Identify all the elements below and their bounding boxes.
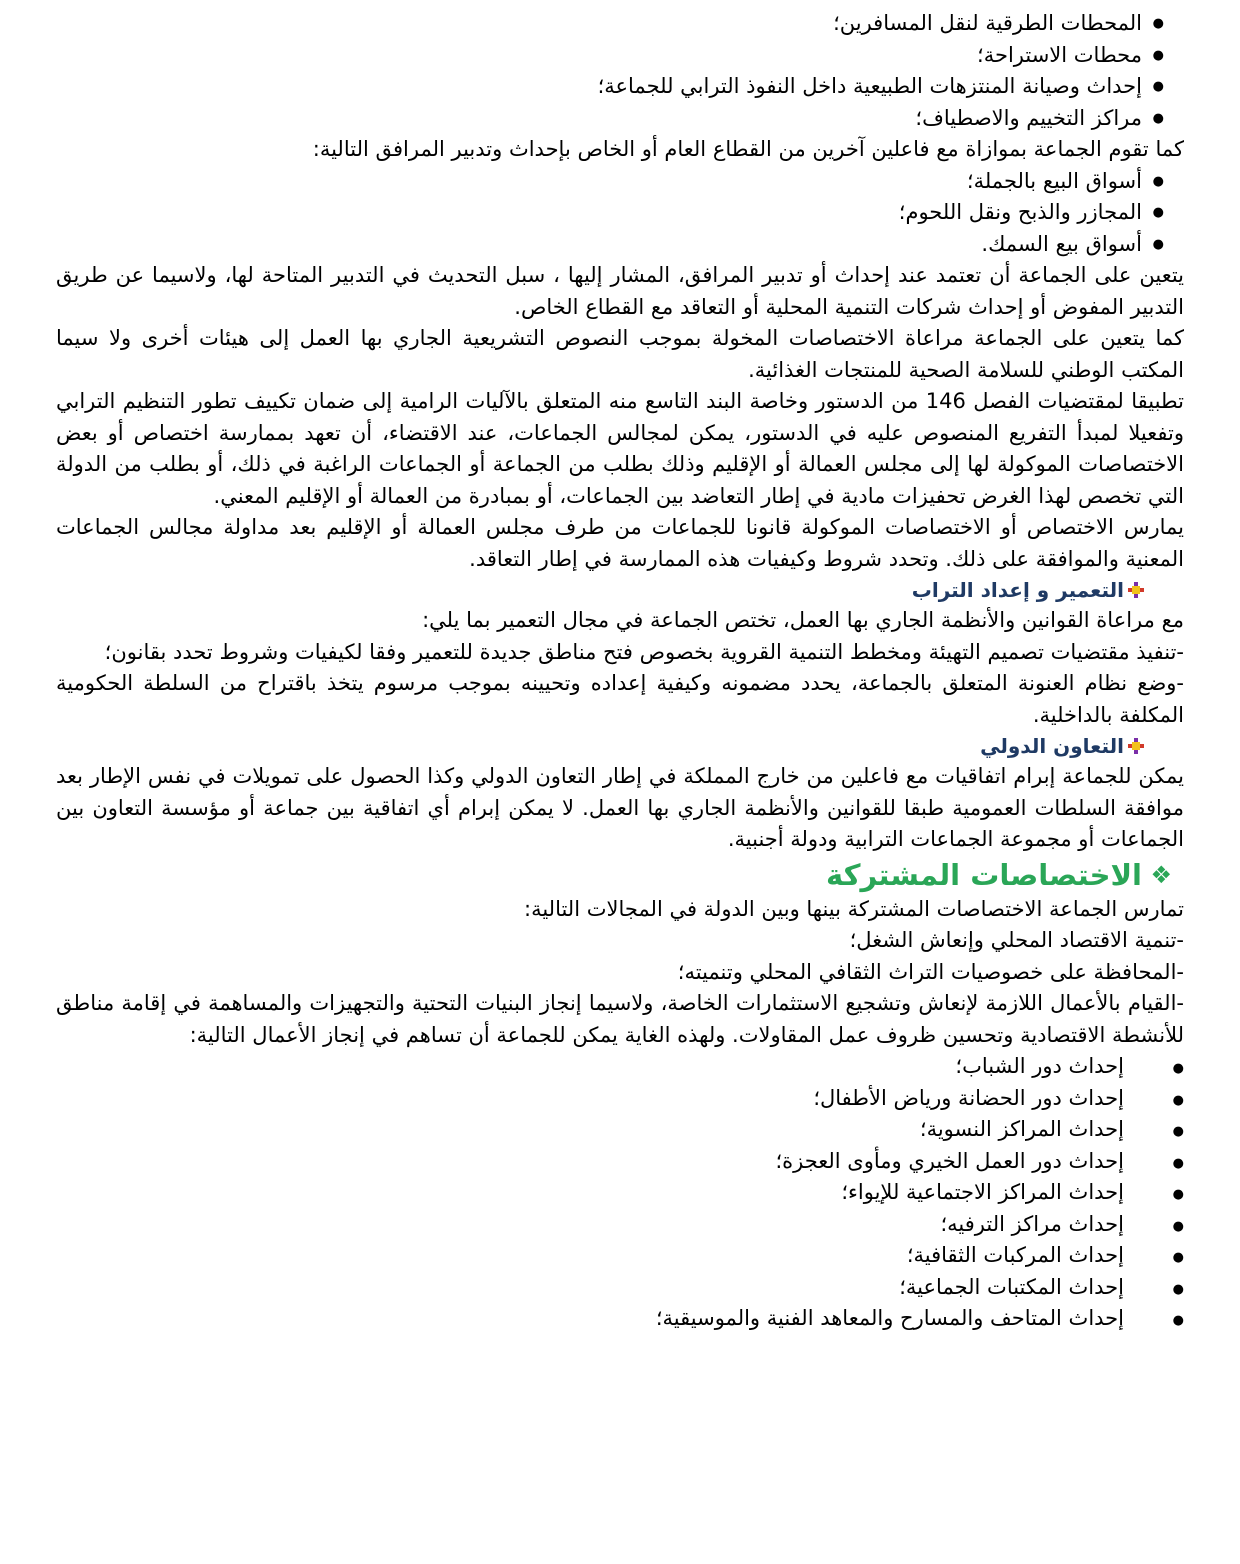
list-item: إحداث المتاحف والمسارح والمعاهد الفنية والموسيقية؛ ● xyxy=(56,1303,1124,1335)
four-diamond-star-icon: ❖ xyxy=(1150,860,1172,889)
heading-shared-text: الاختصاصات المشتركة xyxy=(826,857,1142,892)
list-item: إحداث المركبات الثقافية؛ ● xyxy=(56,1240,1124,1272)
heading-urbanism-text: التعمير و إعداد التراب xyxy=(911,578,1124,602)
paragraph-investments: -القيام بالأعمال اللازمة لإنعاش وتشجيع الاستثمارات الخاصة، ولاسيما إنجاز البنيات التحتية والتجهيزات والمساهمة في إقامة مناطق للأنشطة الاقتصادية وتحسين ظروف عمل المقاولات. ولهذه الغاية يمكن للجماعة أن تساهم في إنجاز الأعمال التالية: xyxy=(56,991,1184,1047)
heading-urbanism xyxy=(56,575,1184,605)
list-item: -المحافظة على خصوصيات التراث الثقافي المحلي وتنميته؛ xyxy=(677,959,1184,984)
paragraph-modernization: يتعين على الجماعة أن تعتمد عند إحداث أو تدبير المرافق، المشار إليها ، سبل التحديث في التدبير المتاحة لها، ولاسيما عن طريق التدبير المفوض أو إحداث شركات التنمية المحلية أو التعاقد مع القطاع الخاص. xyxy=(56,263,1184,319)
works-list xyxy=(56,1051,1184,1335)
list-item: -تنمية الاقتصاد المحلي وإنعاش الشغل؛ xyxy=(849,928,1184,952)
list-item: ● إحداث وصيانة المنتزهات الطبيعية داخل النفوذ الترابي للجماعة؛ xyxy=(56,71,1166,103)
list-item: ● أسواق البيع بالجملة؛ xyxy=(56,166,1166,198)
list-item: إحداث المكتبات الجماعية؛ ● xyxy=(56,1272,1124,1304)
list-item: ● المجازر والذبح ونقل اللحوم؛ xyxy=(56,197,1166,229)
paragraph-urbanism-item-1: -تنفيذ مقتضيات تصميم التهيئة ومخطط التنمية القروية بخصوص فتح مناطق جديدة للتعمير وفقا لكيفيات وشروط تحدد بقانون؛ xyxy=(104,639,1184,664)
paragraph-urbanism-intro: مع مراعاة القوانين والأنظمة الجاري بها العمل، تختص الجماعة في مجال التعمير بما يلي: xyxy=(422,608,1184,632)
heading-shared-competences xyxy=(56,856,1184,894)
list-item: إحداث دور الحضانة ورياض الأطفال؛ ● xyxy=(56,1083,1124,1115)
paragraph-international: يمكن للجماعة إبرام اتفاقيات مع فاعلين من خارج المملكة في إطار التعاون الدولي وكذا الحصول على تمويلات في نفس الإطار بعد موافقة السلطات العمومية طبقا للقوانين والأنظمة الجاري بها العمل. لا يمكن إبرام أي اتفاقية بين جماعة أو مؤسسة التعاون بين الجماعات أو مجموعة الجماعات الترابية ودولة أجنبية. xyxy=(56,764,1184,851)
paragraph-exercise: يمارس الاختصاص أو الاختصاصات الموكولة قانونا للجماعات من طرف مجلس العمالة أو الإقليم بعد مداولة مجالس الجماعات المعنية والموافقة على ذلك. وتحدد شروط وكيفيات هذه الممارسة في إطار التعاقد. xyxy=(56,515,1184,571)
list-item: إحداث المراكز الاجتماعية للإيواء؛ ● xyxy=(56,1177,1124,1209)
facilities-list-2 xyxy=(56,166,1166,261)
bullet-cross-icon xyxy=(1128,738,1144,754)
paragraph-urbanism-item-2: -وضع نظام العنونة المتعلق بالجماعة، يحدد مضمونه وكيفية إعداده وتحيينه بموجب مرسوم يتخذ باقتراح من السلطة الحكومية المكلفة بالداخلية. xyxy=(56,671,1184,727)
list-item: ● المحطات الطرقية لنقل المسافرين؛ xyxy=(56,8,1166,40)
list-item: ● أسواق بيع السمك. xyxy=(56,229,1166,261)
paragraph-competences: كما يتعين على الجماعة مراعاة الاختصاصات المخولة بموجب النصوص التشريعية الجاري بها العمل إلى هيئات أخرى ولا سيما المكتب الوطني للسلامة الصحية للمنتجات الغذائية. xyxy=(56,326,1184,382)
list-item: إحداث دور العمل الخيري ومأوى العجزة؛ ● xyxy=(56,1146,1124,1178)
list-item: ● محطات الاستراحة؛ xyxy=(56,40,1166,72)
paragraph-shared-intro: تمارس الجماعة الاختصاصات المشتركة بينها وبين الدولة في المجالات التالية: xyxy=(524,896,1184,921)
shared-dash-list xyxy=(56,925,1184,988)
list-item: إحداث دور الشباب؛ ● xyxy=(56,1051,1124,1083)
list-item: ● مراكز التخييم والاصطياف؛ xyxy=(56,103,1166,135)
facilities-list-1 xyxy=(56,8,1166,134)
shared-facilities-intro: كما تقوم الجماعة بموازاة مع فاعلين آخرين من القطاع العام أو الخاص بإحداث وتدبير المرافق التالية: xyxy=(312,137,1184,161)
bullet-cross-icon xyxy=(1128,582,1144,598)
list-item: إحداث مراكز الترفيه؛ ● xyxy=(56,1209,1124,1241)
paragraph-article-146: تطبيقا لمقتضيات الفصل 146 من الدستور وخاصة البند التاسع منه المتعلق بالآليات الرامية إلى ضمان تكييف تطور التنظيم الترابي وتفعيلا لمبدأ التفريع المنصوص عليه في الدستور، يمكن لمجالس الجماعات، عند الاقتضاء، أن تعهد بممارسة اختصاص أو بعض الاختصاصات الموكولة لها إلى مجلس العمالة أو الإقليم وذلك بطلب من الجماعة أو الجماعات الراغبة في ذلك، أو بطلب من الدولة التي تخصص لهذا الغرض تحفيزات مادية في إطار التعاضد بين الجماعات، أو بمبادرة من العمالة أو الإقليم المعني. xyxy=(56,389,1185,508)
heading-international-cooperation xyxy=(56,731,1184,761)
heading-international-text: التعاون الدولي xyxy=(980,734,1124,758)
list-item: إحداث المراكز النسوية؛ ● xyxy=(56,1114,1124,1146)
